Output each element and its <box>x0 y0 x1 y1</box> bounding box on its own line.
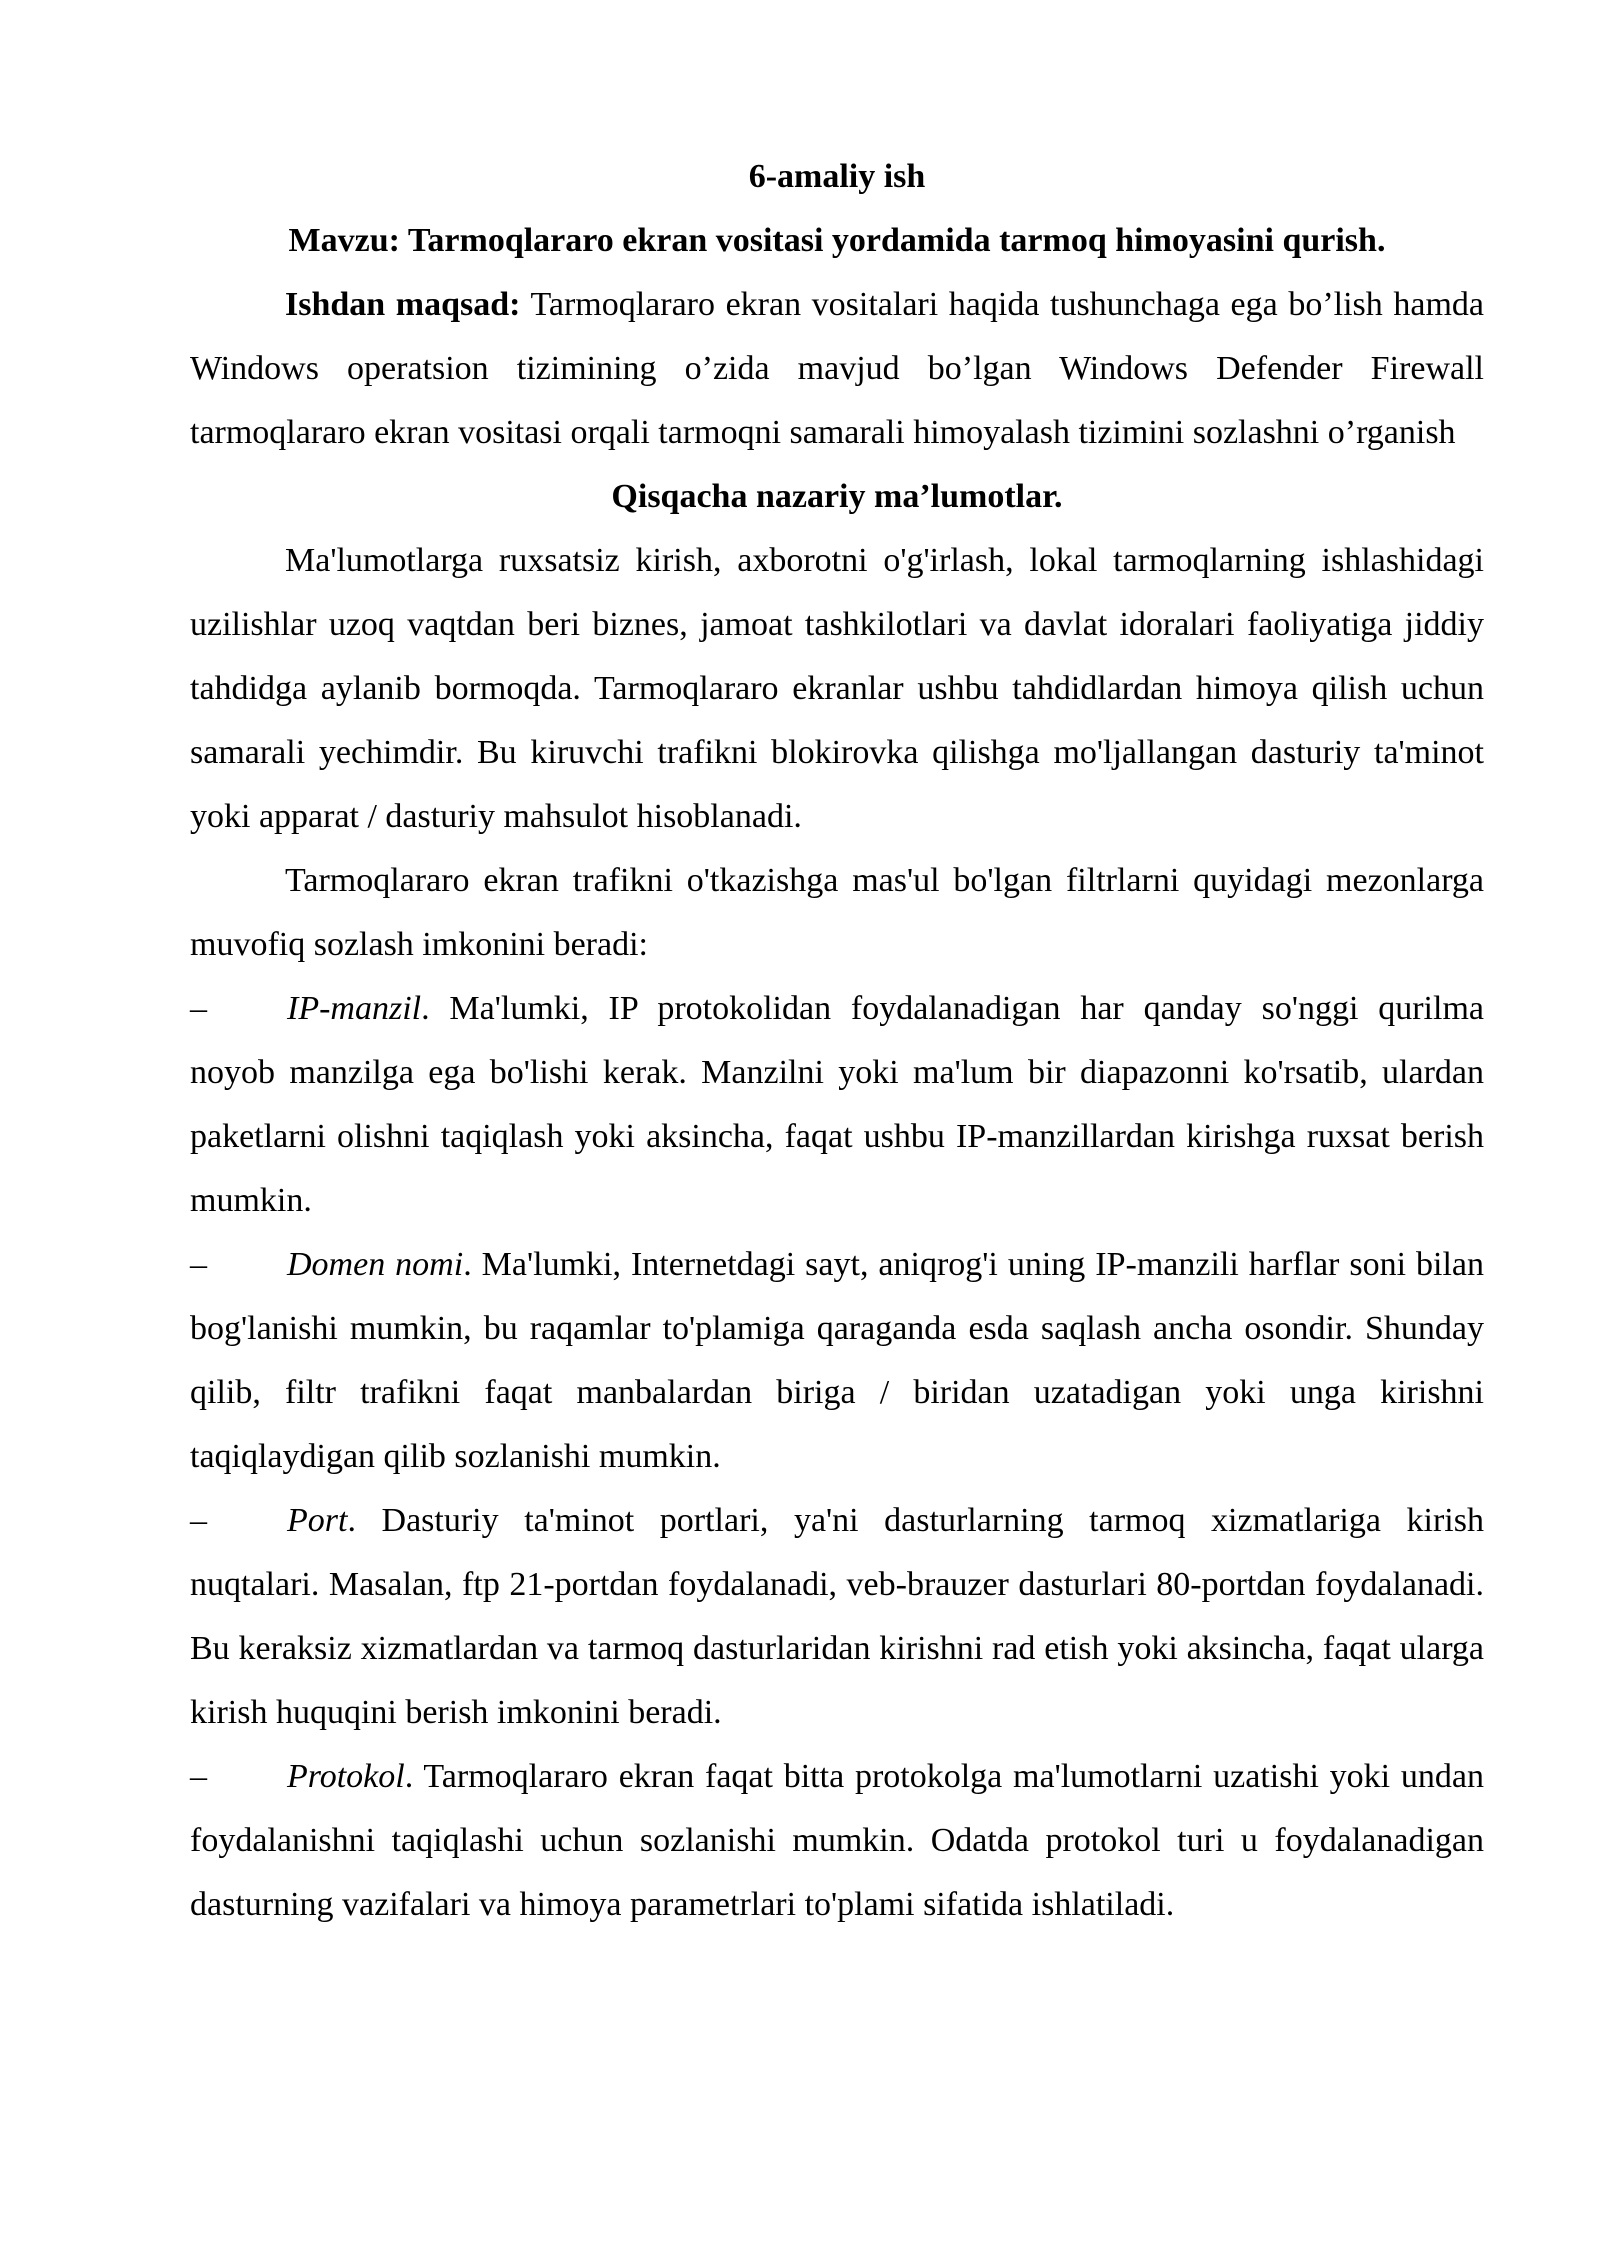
list-text: . Tarmoqlararo ekran faqat bitta protokolga ma'lumotlarni uzatishi yoki undan foydalanishni taqiqlashi uchun sozlanishi mumkin. Odatda protokol turi u foydalanadigan dasturning vazifalari va himoya parametrlari to'plami sifatida ishlatiladi. <box>190 1758 1484 1923</box>
dash-marker: – <box>190 1502 207 1539</box>
section-heading: Qisqacha nazariy ma’lumotlar. <box>611 478 1063 515</box>
list-text: . Ma'lumki, IP protokolidan foydalanadigan har qanday so'nggi qurilma noyob manzilga ega bo'lishi kerak. Manzilni yoki ma'lum bir diapazonni ko'rsatib, ulardan paketlarni olishni taqiqlash yoki aksincha, faqat ushbu IP-manzillardan kirishga ruxsat berish mumkin. <box>190 990 1484 1219</box>
list-text: . Dasturiy ta'minot portlari, ya'ni dasturlarning tarmoq xizmatlariga kirish nuqtalari. Masalan, ftp 21-portdan foydalanadi, veb-brauzer dasturlari 80-portdan foydalanadi. Bu keraksiz xizmatlardan va tarmoq dasturlaridan kirishni rad etish yoki aksincha, faqat ularga kirish huquqini berish imkonini beradi. <box>190 1502 1484 1731</box>
page-title: 6-amaliy ish <box>748 158 926 195</box>
paragraph-intro: Ma'lumotlarga ruxsatsiz kirish, axborotni o'g'irlash, lokal tarmoqlarning ishlashidagi uzilishlar uzoq vaqtdan beri biznes, jamoat tashkilotlari va davlat idoralari faoliyatiga jiddiy tahdidga aylanib bormoqda. Tarmoqlararo ekranlar ushbu tahdidlardan himoya qilish uchun samarali yechimdir. Bu kiruvchi trafikni blokirovka qilishga mo'ljallangan dasturiy ta'minot yoki apparat / dasturiy mahsulot hisoblanadi. <box>190 542 1484 835</box>
list-term-ip-manzil: IP-manzil <box>287 990 422 1027</box>
purpose-text: Tarmoqlararo ekran vositalari haqida tushunchaga ega bo’lish hamda Windows operatsion tizimining o’zida mavjud bo’lgan Windows Defender Firewall tarmoqlararo ekran vositasi orqali tarmoqni samarali himoyalash tizimini sozlashni o’rganish <box>190 286 1484 451</box>
list-term-protokol: Protokol <box>287 1758 405 1795</box>
dash-marker: – <box>190 990 207 1027</box>
dash-marker: – <box>190 1246 207 1283</box>
dash-marker: – <box>190 1758 207 1795</box>
list-item-ip-address <box>190 977 1484 1233</box>
list-term-port: Port <box>287 1502 348 1539</box>
list-term-domen-nomi: Domen nomi <box>287 1246 464 1283</box>
paragraph-filters: Tarmoqlararo ekran trafikni o'tkazishga mas'ul bo'lgan filtrlarni quyidagi mezonlarga muvofiq sozlash imkonini beradi: <box>190 862 1484 963</box>
list-item-protocol <box>190 1745 1484 1937</box>
paragraph-purpose <box>190 273 1484 465</box>
document-subtitle: Mavzu: Tarmoqlararo ekran vositasi yordamida tarmoq himoyasini qurish. <box>288 222 1386 259</box>
list-text: . Ma'lumki, Internetdagi sayt, aniqrog'i uning IP-manzili harflar soni bilan bog'lanishi mumkin, bu raqamlar to'plamiga qaraganda esda saqlash ancha osondir. Shunday qilib, filtr trafikni faqat manbalardan biriga / biridan uzatadigan yoki unga kirishni taqiqlaydigan qilib sozlanishi mumkin. <box>190 1246 1484 1475</box>
purpose-label: Ishdan maqsad: <box>285 286 521 323</box>
list-item-domain-name <box>190 1233 1484 1489</box>
list-item-port <box>190 1489 1484 1745</box>
